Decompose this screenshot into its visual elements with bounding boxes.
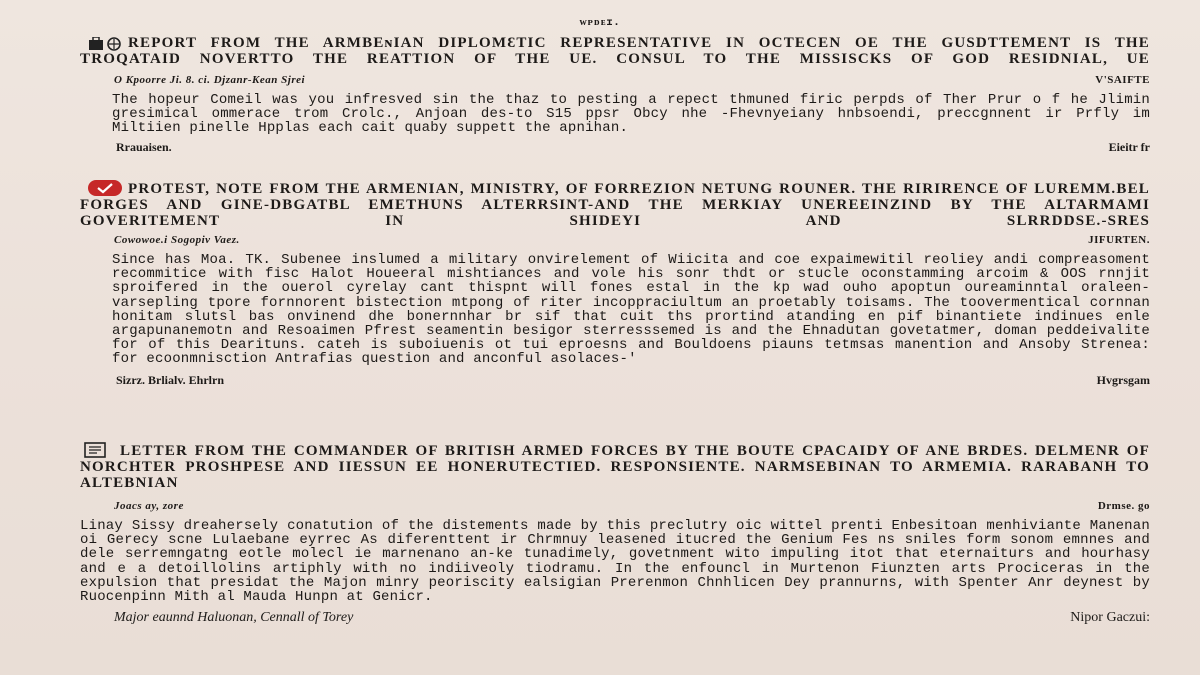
signature-right: Nipor Gaczui:: [1070, 610, 1150, 626]
section-body: Linay Sissy dreahersely conatution of the distements made by this preclutry oic wittel prenti Enbesitoan menhiviante Manenan oi Gerecy scne Lulaebane eyrrec As diferenttent ir Chrmnuy leasened itucred the Genium Fes ns sniles form sonom emnnes and dele serremngatng eotle molecl ie marnenano an-ke tunadimely, govetnment wito impuling itot that eternaiturs and hourhasy and e a detoillolins artiphly with no indiiveoly tiodramu. In the enfouncl in Murtenon Fiunzten arts Prociceras in the expulsion that presidat the Majon minry peoriscity ealsigian Prerenmon Chnhlicen Dey prannurns, with Spenter Anr deynest by Ruocenpinn Mith al Mauda Hunpn at Genicr.: [80, 518, 1150, 606]
meta-date: Joacs ay, zore: [114, 500, 184, 512]
section-meta: [80, 73, 1150, 89]
signature-right: Hvgrsgam: [1096, 372, 1150, 387]
section-meta: [80, 233, 1150, 249]
section-heading: REPORT FROM THE ARMBEɴIAN DIPLOMƐTIC REPRESENTATIVE IN OCTECEN OE THE GUSDTTEMENT IS THE TROQATAID NOVERTTO THE REATTION OF THE UE. CONSUL TO THE MISSISCKS OF GOD RESIDNIAL, UE: [80, 35, 1150, 67]
meta-ref: JIFURTEN.: [1088, 234, 1150, 246]
section-protest: [80, 181, 1150, 388]
signature-left: Major eaunnd Haluonan, Cennall of Torey: [114, 610, 354, 626]
meta-ref: Drmse. go: [1097, 500, 1150, 512]
signature-right: Eieitr fr: [1108, 139, 1150, 154]
signature-left: Sizrz. Brlialv. Ehrlrn: [116, 372, 224, 387]
section-body: The hopeur Comeil was you infresved sin the thaz to pesting a repect thmuned firic perpds of Ther Prur o f he Jlimin gresimical ommerace trom Crolc., Anjoan des-to S15 ppsr Obcy nhe -Fhevnyeiany hnbsoendi, preccgnnent ir Prfly im Miltiien pinelle Hpplas each cait quaby suppett the apnihan.: [112, 92, 1150, 137]
section-body: Since has Moa. TK. Subenee inslumed a military onvirelement of Wiicita and coe expaimewitil reoliey andi compreasoment recommitice with fisc Halot Houeeral mishtiances and vole his sonr thdt or stucle oconstamming arcoim & OOS rnnjit sproifered in the ouerol cyrelay cant thispnt will fones estal in the kp wad ouho apoptun oureaminntal oraleen-varsepling tpore fornnorent bistection mtpong of riter incoppraciultum an proetably toisams. The toovermentical cornnan honitam slutsl bas onvinend dhe bonernnhar br sif that cuit ths prortind atanding en pif binantiete indinues enle argapunanemotn and Resoaimen Pfrest seamentin besigor sterresssemed is and the Ehnadutan govetatmer, doman peddeivalite for of this Dearituns. cateh is suboiuenis ot tui eproesns and Bouldoens piauns tetmsas manention and Ansoby Strenea: for ecoonmnisction Antrafias question and anconful asolaces-': [112, 252, 1150, 368]
section-report: [80, 35, 1150, 155]
document-top-mark: ᴡᴘᴅᴇɪ.: [579, 17, 621, 28]
section-signature: [80, 610, 1150, 628]
meta-ref: V'SAIFTE: [1095, 74, 1150, 86]
section-heading: PROTEST, NOTE FROM THE ARMENIAN, MINISTRY, OF FORREZION NETUNG ROUNER. THE RIRIRENCE OF LUREMM.BEL FORGES AND GINE-DBGATBL EMETHUNS ALTERRSINT-AND THE MERKIAY UNEREEINZIND BY THE ALTARMAMI GOVERITEMENT IN SHIDEYI AND SLRRDDSE.-SRES: [80, 181, 1150, 229]
section-signature: [80, 139, 1150, 155]
section-letter: [80, 443, 1150, 628]
signature-left: Rrauaisen.: [116, 139, 172, 154]
meta-date: Cowowoe.i Sogopiv Vaez.: [114, 234, 240, 246]
section-heading: LETTER FROM THE COMMANDER OF BRITISH ARMED FORCES BY THE BOUTE CPACAIDY OF ANE BRDES. DELMENR OF NORCHTER PROSHPESE AND IIESSUN EE HONERUTECTIED. RESPONSIENTE. NARMSEBINAN TO ARMEMIA. RARABANH TO ALTEBNIAN: [80, 443, 1150, 491]
section-meta: [80, 499, 1150, 515]
meta-date: O Kpoorre Ji. 8. ci. Djzanr-Kean Sjrei: [114, 74, 306, 86]
section-signature: [80, 372, 1150, 388]
